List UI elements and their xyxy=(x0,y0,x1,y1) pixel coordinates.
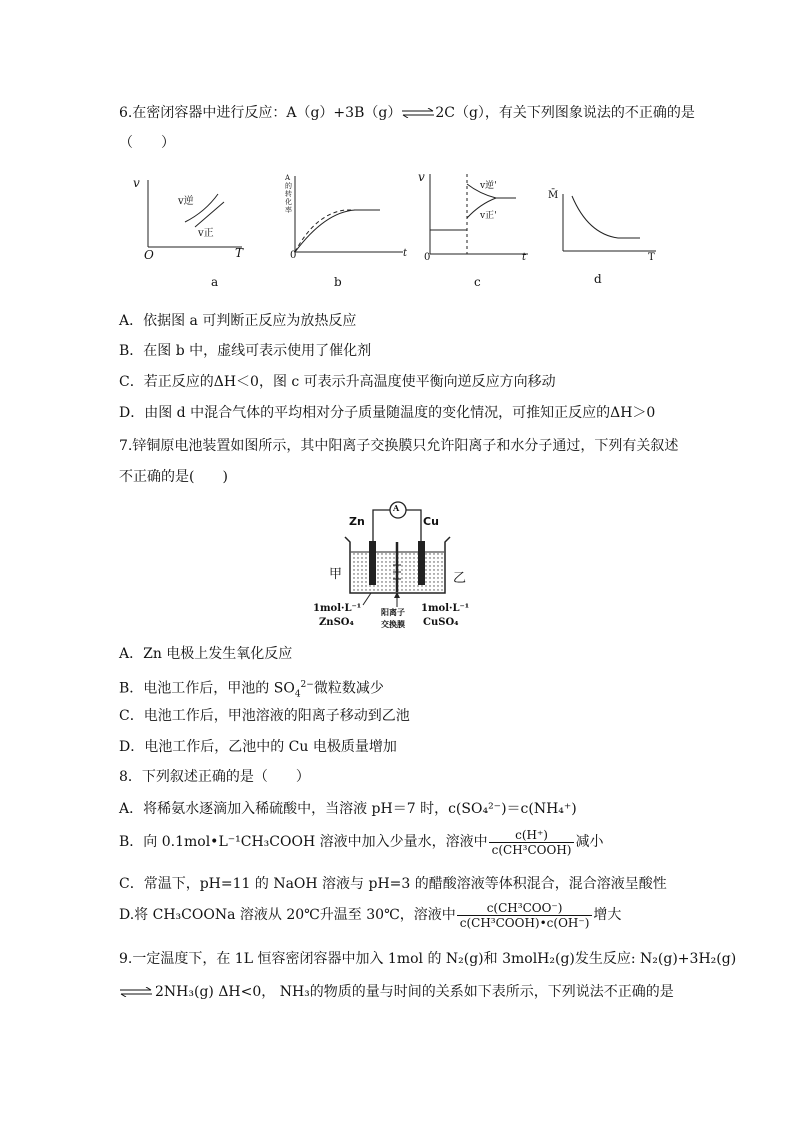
right-concentration: 1mol·L⁻¹ xyxy=(421,603,470,614)
zn-electrode-label: Zn xyxy=(349,515,365,528)
q6-stem xyxy=(119,104,695,122)
ammeter-label: A xyxy=(393,503,400,513)
graph-a-origin: O xyxy=(144,248,154,262)
q9-line2 xyxy=(119,983,674,1001)
graph-a-curve2: v正 xyxy=(198,228,214,239)
cu-electrode-label: Cu xyxy=(423,515,439,528)
graph-b-ylabel: A的转化率 xyxy=(285,174,292,214)
q7-stem-line2: 不正确的是( ) xyxy=(119,469,228,485)
fig-label-a: a xyxy=(211,275,219,289)
graph-a-ylabel: v xyxy=(133,176,140,190)
graph-a xyxy=(130,172,250,262)
membrane-label-2: 交换膜 xyxy=(381,619,405,629)
graph-c-curve1: v逆' xyxy=(480,181,497,191)
graph-d-ylabel: M̄ xyxy=(548,190,559,201)
q6-option-d: D．由图 d 中混合气体的平均相对分子质量随温度的变化情况，可推知正反应的ΔH＞0 xyxy=(119,405,656,421)
q8-option-b-numerator: c(H⁺) xyxy=(489,828,575,843)
q8-option-d-denominator: c(CH³COOH)•c(OH⁻) xyxy=(459,915,590,930)
graph-a-xlabel: T xyxy=(235,246,244,260)
graph-b-xlabel: t xyxy=(403,248,408,259)
q7-option-b-sup: 2− xyxy=(300,680,314,690)
q7-option-b-tail: 微粒数减少 xyxy=(313,680,384,697)
graph-c-svg xyxy=(418,168,533,263)
graph-b xyxy=(285,172,415,262)
graph-c-curve2: v正' xyxy=(480,211,497,221)
q7-option-b xyxy=(119,676,384,703)
q8-option-b-fraction xyxy=(489,828,575,857)
q8-option-b-denominator: c(CH³COOH) xyxy=(491,842,572,857)
q7-option-c: C．电池工作后，甲池溶液的阳离子移动到乙池 xyxy=(119,708,410,724)
graph-c-xlabel: t xyxy=(522,252,527,263)
q8-option-d xyxy=(119,898,621,932)
membrane-label-1: 阳离子 xyxy=(381,607,405,617)
left-cell-label: 甲 xyxy=(329,567,343,582)
q8-option-b-tail: 减小 xyxy=(575,834,604,850)
right-cell-label: 乙 xyxy=(453,571,467,586)
galvanic-cell-figure xyxy=(305,497,490,635)
q8-option-d-text: D.将 CH₃COONa 溶液从 20℃升温至 30℃，溶液中 xyxy=(119,907,456,923)
q6-option-b: B．在图 b 中，虚线可表示使用了催化剂 xyxy=(119,343,372,359)
q9-line1: 9.一定温度下，在 1L 恒容密闭容器中加入 1mol 的 N₂(g)和 3molH₂(g)发生反应: N₂(g)+3H₂(g) xyxy=(119,951,737,967)
fig-label-c: c xyxy=(474,275,481,289)
equilibrium-arrow-icon xyxy=(119,987,153,997)
graph-c-origin: 0 xyxy=(424,252,431,263)
q8-option-b xyxy=(119,825,603,859)
graph-d-svg xyxy=(548,176,663,266)
q8-option-c: C．常温下，pH=11 的 NaOH 溶液与 pH=3 的醋酸溶液等体积混合，混合溶液呈酸性 xyxy=(119,876,667,892)
graph-a-curve1: v逆 xyxy=(178,196,194,207)
graph-b-origin: 0 xyxy=(290,250,297,261)
q6-option-a: A．依据图 a 可判断正反应为放热反应 xyxy=(119,313,357,329)
graph-b-svg xyxy=(285,172,415,262)
q8-option-b-text: B．向 0.1mol•L⁻¹CH₃COOH 溶液中加入少量水，溶液中 xyxy=(119,834,488,850)
graph-c-ylabel: v xyxy=(418,170,425,184)
q8-option-d-fraction xyxy=(457,901,593,930)
q7-stem-line1: 7.锌铜原电池装置如图所示，其中阳离子交换膜只允许阳离子和水分子通过，下列有关叙述 xyxy=(119,438,679,454)
q8-option-a: A．将稀氨水逐滴加入稀硫酸中，当溶液 pH＝7 时，c(SO₄²⁻)＝c(NH₄⁺) xyxy=(119,801,577,817)
q7-option-b-sub: 4 xyxy=(294,689,301,700)
q6-stem-part1: 6.在密闭容器中进行反应：A（g）+3B（g） xyxy=(119,105,402,121)
right-solution: CuSO₄ xyxy=(423,617,459,628)
q8-option-d-numerator: c(CH³COO⁻) xyxy=(457,901,593,916)
q8-stem: 8．下列叙述正确的是（ ） xyxy=(119,769,310,785)
fig-label-d: d xyxy=(594,272,602,286)
q6-paren: （ ） xyxy=(119,135,175,151)
left-solution: ZnSO₄ xyxy=(319,617,354,628)
equilibrium-arrow-icon xyxy=(401,108,435,118)
q6-stem-part2: 2C（g），有关下列图象说法的不正确的是 xyxy=(435,105,695,121)
q6-option-c: C．若正反应的ΔH＜0，图 c 可表示升高温度使平衡向逆反应方向移动 xyxy=(119,374,556,390)
graph-c xyxy=(418,168,533,263)
q7-option-a: A．Zn 电极上发生氧化反应 xyxy=(119,646,293,662)
q9-line2-text: 2NH₃(g) ΔH<0， NH₃的物质的量与时间的关系如下表所示，下列说法不正确的是 xyxy=(155,984,674,1000)
q8-option-d-tail: 增大 xyxy=(593,907,622,923)
graph-d-xlabel: T xyxy=(648,252,655,263)
q7-option-d: D．电池工作后，乙池中的 Cu 电极质量增加 xyxy=(119,739,397,755)
q7-option-b-text: B．电池工作后，甲池的 SO xyxy=(119,680,295,697)
fig-label-b: b xyxy=(334,275,342,289)
left-concentration: 1mol·L⁻¹ xyxy=(313,603,362,614)
graph-d xyxy=(548,176,663,266)
